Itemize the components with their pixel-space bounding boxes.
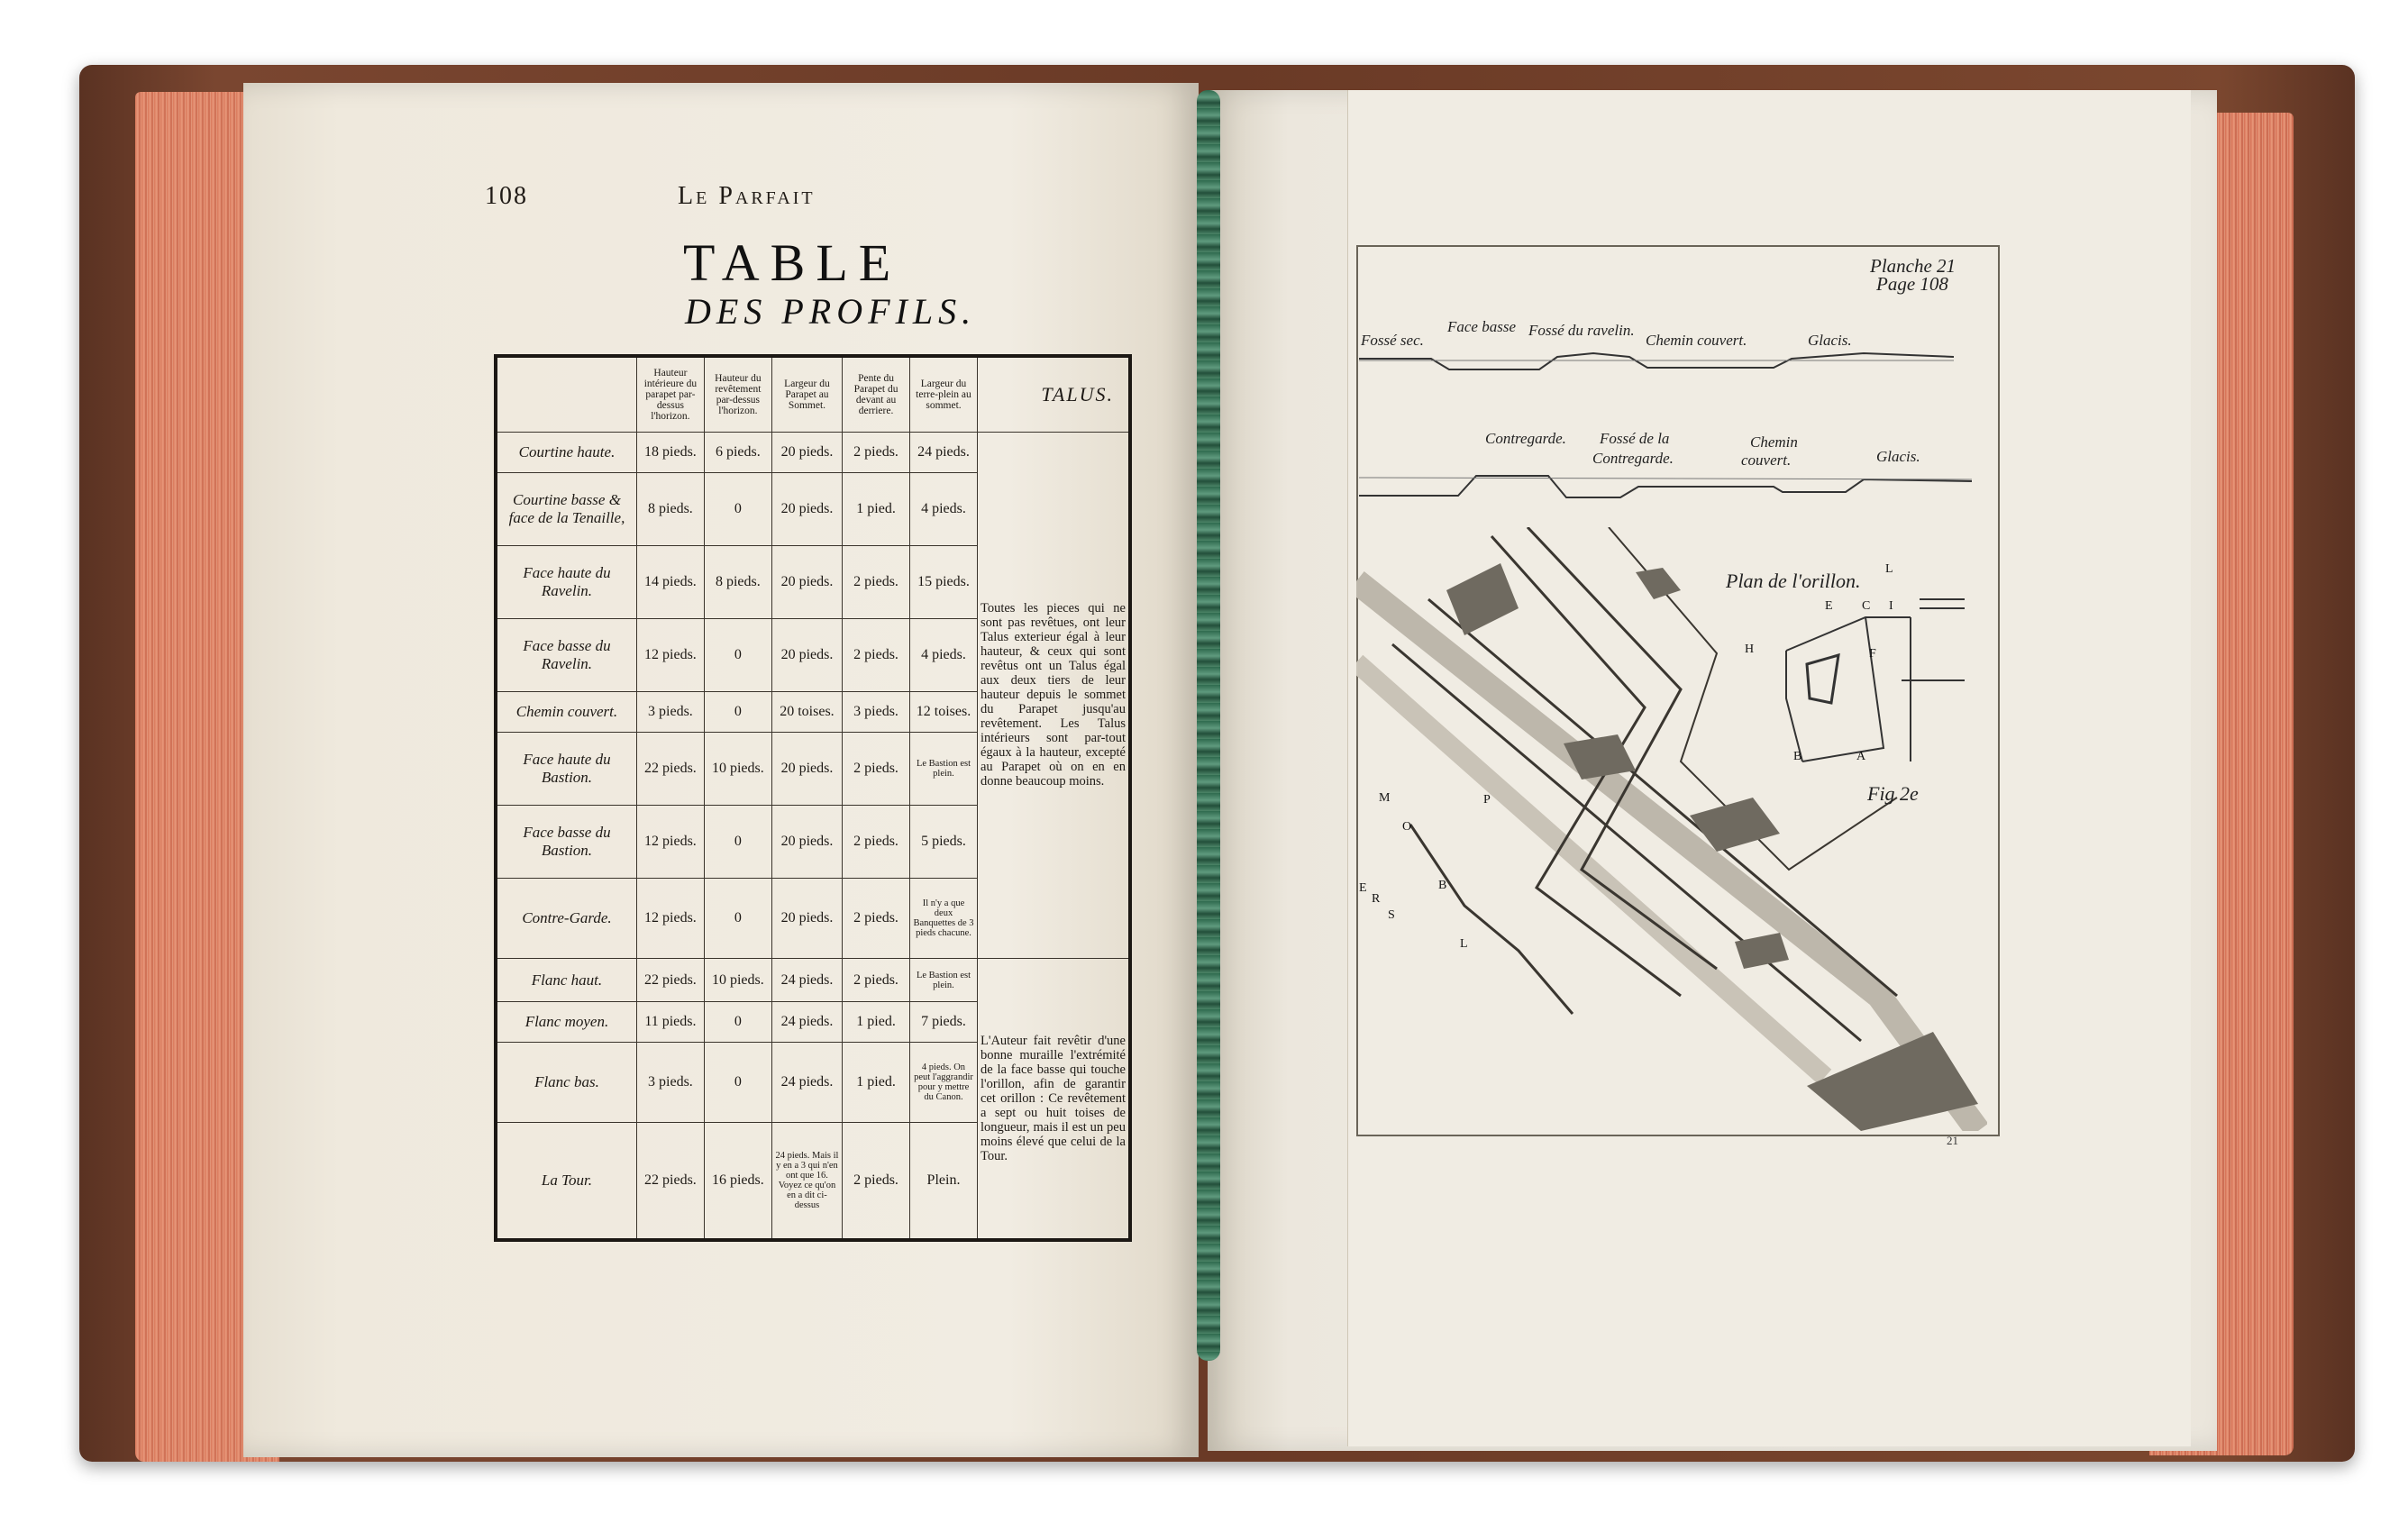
table-cell: 4 pieds. On peut l'aggrandir pour y mettre du Canon. [910, 1043, 978, 1122]
profile2-label: Contregarde. [1485, 430, 1566, 447]
table-cell: 22 pieds. [636, 733, 704, 806]
plan-letter: O [1402, 820, 1412, 834]
orillon-letter: A [1856, 750, 1866, 763]
row-label: Face basse du Bastion. [496, 806, 636, 879]
profile2-label: Glacis. [1876, 448, 1920, 465]
profile1-label: Fossé du ravelin. [1528, 322, 1635, 339]
table-cell: 20 pieds. [771, 473, 842, 546]
table-cell: 20 pieds. [771, 433, 842, 473]
running-header: Le Parfait [678, 182, 816, 210]
table-cell: 6 pieds. [704, 433, 771, 473]
table-cell: 20 pieds. [771, 733, 842, 806]
plate-number: 21 [1947, 1134, 1958, 1147]
table-cell: 15 pieds. [910, 546, 978, 619]
table-cell: 0 [704, 879, 771, 958]
table-cell: 12 pieds. [636, 619, 704, 692]
column-header: Largeur du terre-plein au sommet. [910, 356, 978, 433]
table-cell: 2 pieds. [843, 546, 910, 619]
plan-letter: S [1388, 908, 1395, 922]
table-cell: 1 pied. [843, 1043, 910, 1122]
orillon-letter: H [1745, 643, 1755, 656]
row-label: Courtine basse & face de la Tenaille, [496, 473, 636, 546]
profiles-table [494, 354, 1132, 1242]
table-cell: 2 pieds. [843, 733, 910, 806]
table-cell: Il n'y a que deux Banquettes de 3 pieds chacune. [910, 879, 978, 958]
table-cell: 0 [704, 619, 771, 692]
row-label: Flanc moyen. [496, 1002, 636, 1043]
table-cell: 0 [704, 1043, 771, 1122]
plate-page-reference: Page 108 [1876, 273, 1948, 295]
row-label: Flanc haut. [496, 958, 636, 1002]
table-cell: Le Bastion est plein. [910, 733, 978, 806]
orillon-letter: E [1825, 599, 1833, 613]
profile1-label: Glacis. [1808, 332, 1852, 349]
table-cell: 12 toises. [910, 692, 978, 733]
orillon-letter: L [1885, 562, 1893, 576]
talus-note-2: L'Auteur fait revêtir d'une bonne muraille l'extrémité de la face basse qui touche l'orillon, afin de garantir cet orillon : Ce revêtement a sept ou huit toises de longueur, mais il est un peu moins élevé que celui de la Tour. [977, 958, 1130, 1240]
table-cell: 20 pieds. [771, 806, 842, 879]
table-cell: 1 pied. [843, 1002, 910, 1043]
row-label: Contre-Garde. [496, 879, 636, 958]
table-cell: 16 pieds. [704, 1122, 771, 1240]
table-cell: 24 pieds. [910, 433, 978, 473]
row-label: Face basse du Ravelin. [496, 619, 636, 692]
profile1-label: Fossé sec. [1361, 332, 1424, 349]
table-cell: 3 pieds. [636, 692, 704, 733]
table-cell: 24 pieds. [771, 1043, 842, 1122]
figure-label: Fig 2e [1867, 782, 1919, 805]
plan-letter: R [1372, 892, 1381, 906]
plan-letter: B [1438, 879, 1447, 892]
table-cell: 2 pieds. [843, 433, 910, 473]
table-header-row [496, 356, 1130, 433]
table-cell: 0 [704, 473, 771, 546]
table-cell: 20 pieds. [771, 546, 842, 619]
column-header [496, 356, 636, 433]
orillon-letter: F [1869, 647, 1876, 661]
table-cell: 18 pieds. [636, 433, 704, 473]
orillon-plan-drawing [1757, 563, 1965, 766]
profile1-label: Face basse [1447, 318, 1517, 335]
column-header: Hauteur du revêtement par-dessus l'horizon. [704, 356, 771, 433]
orillon-letter: I [1889, 599, 1893, 613]
orillon-title: Plan de l'orillon. [1726, 570, 1861, 592]
table-cell: 0 [704, 692, 771, 733]
table-cell: 12 pieds. [636, 806, 704, 879]
table-cell: 4 pieds. [910, 619, 978, 692]
row-label: Flanc bas. [496, 1043, 636, 1122]
table-cell: 7 pieds. [910, 1002, 978, 1043]
profile1-label: Chemin couvert. [1646, 332, 1747, 349]
table-cell: Le Bastion est plein. [910, 958, 978, 1002]
table-cell: 8 pieds. [704, 546, 771, 619]
table-cell: 8 pieds. [636, 473, 704, 546]
row-label: Face haute du Ravelin. [496, 546, 636, 619]
table-cell: 24 pieds. [771, 1002, 842, 1043]
profile2-label: Contregarde. [1592, 450, 1674, 467]
table-cell: 2 pieds. [843, 806, 910, 879]
table-cell: 2 pieds. [843, 619, 910, 692]
profile2-label: Chemin [1750, 433, 1798, 451]
table-cell: 20 pieds. [771, 619, 842, 692]
orillon-letter: B [1793, 750, 1802, 763]
table-cell: 3 pieds. [843, 692, 910, 733]
table-cell: 24 pieds. [771, 958, 842, 1002]
table-heading: TABLE [683, 233, 902, 292]
row-label: Face haute du Bastion. [496, 733, 636, 806]
row-label: La Tour. [496, 1122, 636, 1240]
plan-letter: E [1359, 881, 1367, 895]
column-header: Hauteur intérieure du parapet par-dessus l'horizon. [636, 356, 704, 433]
table-cell: 2 pieds. [843, 879, 910, 958]
table-cell: 1 pied. [843, 473, 910, 546]
table-cell: 12 pieds. [636, 879, 704, 958]
table-cell: Plein. [910, 1122, 978, 1240]
talus-note-1: Toutes les pieces qui ne sont pas revêtues, ont leur Talus exterieur égal à leur hauteur, & ceux qui sont revêtus ont un Talus égal aux deux tiers de leur hauteur depuis le sommet du Parapet jusqu'au revêtement. Les Talus intérieurs sont par-tout égaux à la hauteur, excepté au Parapet où on en en donne beaucoup moins. [977, 433, 1130, 959]
table-cell: 20 pieds. [771, 879, 842, 958]
table-cell: 4 pieds. [910, 473, 978, 546]
table-row [496, 958, 1130, 1002]
profile2-label: couvert. [1741, 451, 1792, 469]
table-cell: 20 toises. [771, 692, 842, 733]
table-subheading: DES PROFILS. [685, 291, 977, 332]
profile2-label: Fossé de la [1600, 430, 1670, 447]
table-cell: 22 pieds. [636, 1122, 704, 1240]
table-cell: 11 pieds. [636, 1002, 704, 1043]
orillon-letter: C [1862, 599, 1871, 613]
plan-letter: L [1460, 937, 1468, 951]
column-header: Pente du Parapet du devant au derriere. [843, 356, 910, 433]
plan-letter: M [1379, 791, 1391, 805]
column-header-talus: TALUS. [977, 356, 1130, 433]
plate-label: Planche 21 [1870, 255, 1957, 277]
bookmark-ribbon[interactable] [1197, 90, 1220, 1361]
table-cell: 3 pieds. [636, 1043, 704, 1122]
table-cell: 22 pieds. [636, 958, 704, 1002]
table-cell: 2 pieds. [843, 958, 910, 1002]
column-header: Largeur du Parapet au Sommet. [771, 356, 842, 433]
table-cell: 10 pieds. [704, 958, 771, 1002]
plan-letter: P [1483, 793, 1491, 807]
row-label: Courtine haute. [496, 433, 636, 473]
table-cell: 14 pieds. [636, 546, 704, 619]
table-cell: 0 [704, 1002, 771, 1043]
table-cell: 0 [704, 806, 771, 879]
table-cell: 24 pieds. Mais il y en a 3 qui n'en ont que 16. Voyez ce qu'on en a dit ci-dessus [771, 1122, 842, 1240]
table-cell: 5 pieds. [910, 806, 978, 879]
table-cell: 10 pieds. [704, 733, 771, 806]
page-number: 108 [485, 182, 528, 210]
row-label: Chemin couvert. [496, 692, 636, 733]
table-cell: 2 pieds. [843, 1122, 910, 1240]
table-row [496, 433, 1130, 473]
